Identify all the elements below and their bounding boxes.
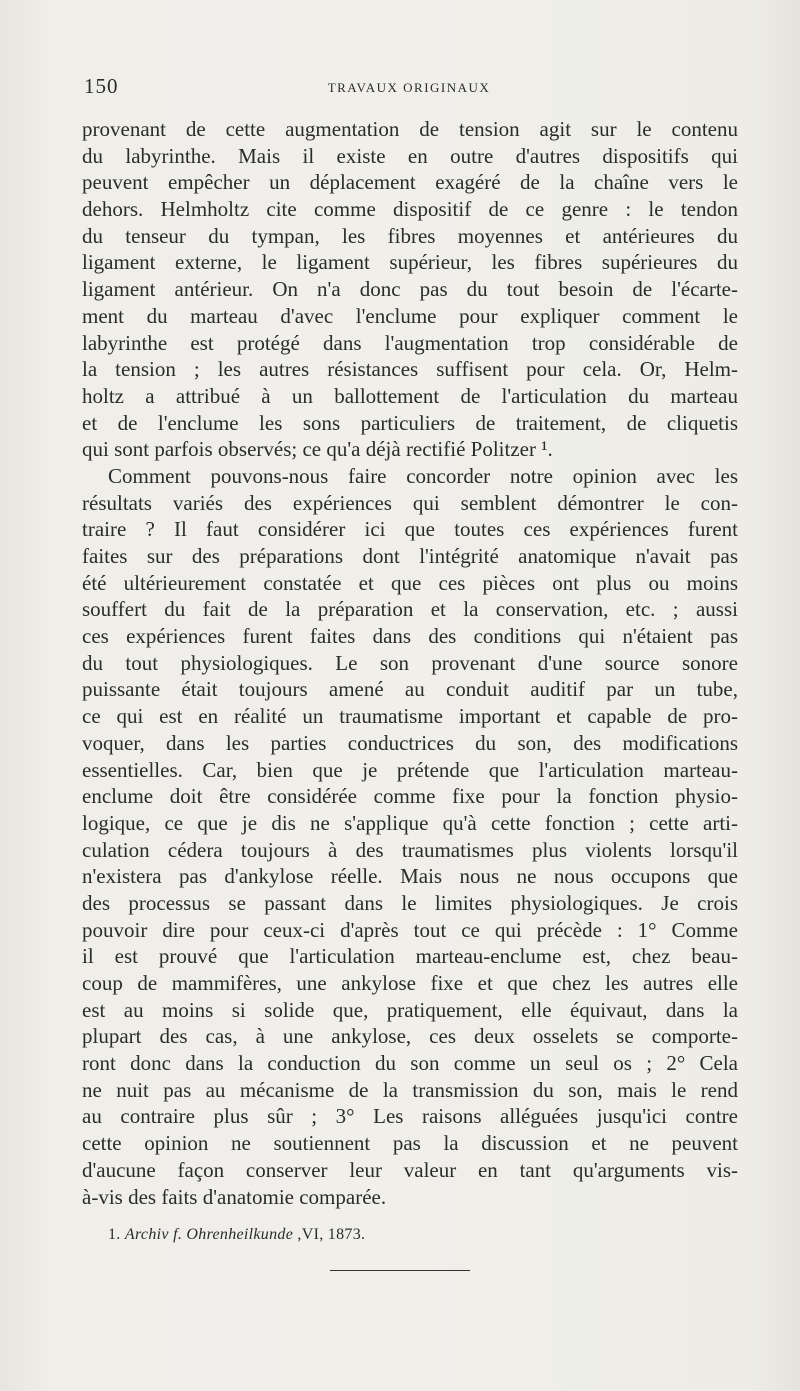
footnote-details: ,VI, 1873. [293, 1226, 366, 1243]
text-line: qui sont parfois observés; ce qu'a déjà rectifié Politzer ¹. [82, 437, 553, 462]
text-line: traire ? Il faut considérer ici que toutes ces expériences furent [82, 517, 738, 542]
text-line: holtz a attribué à un ballottement de l'articulation du marteau [82, 383, 738, 408]
text-line: ces expériences furent faites dans des conditions qui n'étaient pas [82, 624, 738, 649]
text-line: ne nuit pas au mécanisme de la transmission du son, mais le rend [82, 1077, 738, 1102]
footnote-number: 1. [108, 1226, 121, 1243]
text-line: peuvent empêcher un déplacement exagéré de la chaîne vers le [82, 170, 738, 195]
text-line: ce qui est en réalité un traumatisme important et capable de pro- [82, 704, 738, 729]
page-header [84, 74, 734, 104]
text-line: il est prouvé que l'articulation marteau-enclume est, chez beau- [82, 944, 738, 969]
footnote-source: Archiv f. Ohrenheilkunde [124, 1226, 294, 1243]
text-line: été ultérieurement constatée et que ces pièces ont plus ou moins [82, 570, 738, 595]
text-line: culation cédera toujours à des traumatismes plus violents lorsqu'il [82, 837, 738, 862]
text-line: est au moins si solide que, pratiquement, elle équivaut, dans la [82, 997, 738, 1022]
text-line: du labyrinthe. Mais il existe en outre d'autres dispositifs qui [82, 143, 738, 168]
text-line: Comment pouvons-nous faire concorder notre opinion avec les [108, 463, 738, 488]
text-line: coup de mammifères, une ankylose fixe et que chez les autres elle [82, 971, 738, 995]
bottom-rule [330, 1270, 470, 1271]
text-line: dehors. Helmholtz cite comme dispositif de ce genre : le tendon [82, 197, 738, 222]
text-line: logique, ce que je dis ne s'applique qu'à cette fonction ; cette arti- [82, 810, 738, 835]
text-line: du tenseur du tympan, les fibres moyennes et antérieures du [82, 223, 738, 248]
text-line: plupart des cas, à une ankylose, ces deux osselets se comporte- [82, 1024, 738, 1049]
text-line: provenant de cette augmentation de tension agit sur le contenu [82, 117, 738, 141]
text-line: au contraire plus sûr ; 3° Les raisons alléguées jusqu'ici contre [82, 1104, 738, 1129]
footnote [108, 1226, 365, 1244]
text-line: à-vis des faits d'anatomie comparée. [82, 1184, 387, 1209]
text-line: ligament externe, le ligament supérieur, les fibres supérieures du [82, 250, 738, 275]
text-line: et de l'enclume les sons particuliers de traitement, de cliquetis [82, 410, 738, 435]
text-line: voquer, dans les parties conductrices du son, des modifications [82, 730, 738, 755]
text-line: faites sur des préparations dont l'intégrité anatomique n'avait pas [82, 544, 738, 568]
page-number: 150 [84, 74, 119, 98]
text-line: labyrinthe est protégé dans l'augmentation trop considérable de [82, 330, 738, 355]
text-line: puissante était toujours amené au conduit auditif par un tube, [82, 677, 738, 702]
text-line: résultats variés des expériences qui semblent démontrer le con- [82, 490, 738, 515]
text-line: essentielles. Car, bien que je prétende que l'articulation marteau- [82, 757, 738, 782]
text-line: pouvoir dire pour ceux-ci d'après tout ce qui précède : 1° Comme [82, 917, 738, 942]
running-title: TRAVAUX ORIGINAUX [327, 80, 491, 95]
text-line: enclume doit être considérée comme fixe pour la fonction physio- [82, 784, 738, 809]
text-line: la tension ; les autres résistances suffisent pour cela. Or, Helm- [82, 357, 738, 382]
text-line: ment du marteau d'avec l'enclume pour expliquer comment le [82, 303, 738, 328]
text-line: ligament antérieur. On n'a donc pas du tout besoin de l'écarte- [82, 277, 738, 302]
body-text [82, 116, 738, 1210]
text-line: cette opinion ne soutiennent pas la discussion et ne peuvent [82, 1131, 738, 1156]
text-line: ront donc dans la conduction du son comme un seul os ; 2° Cela [82, 1051, 738, 1076]
text-line: d'aucune façon conserver leur valeur en tant qu'arguments vis- [82, 1157, 738, 1182]
text-line: du tout physiologiques. Le son provenant d'une source sonore [82, 650, 738, 675]
text-line: des processus se passant dans le limites physiologiques. Je crois [82, 890, 738, 915]
text-line: souffert du fait de la préparation et la conservation, etc. ; aussi [82, 597, 738, 622]
text-line: n'existera pas d'ankylose réelle. Mais nous ne nous occupons que [82, 864, 738, 889]
